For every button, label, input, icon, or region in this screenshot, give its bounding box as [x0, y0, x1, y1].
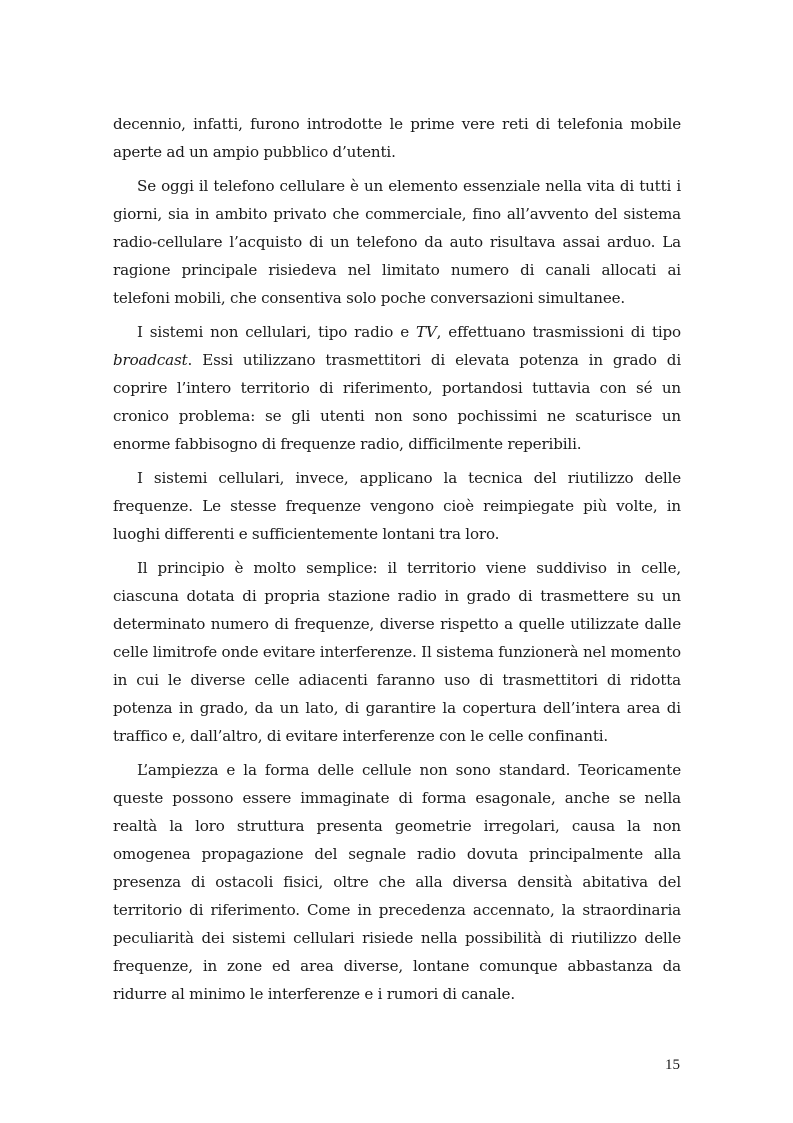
paragraph-text: . Essi utilizzano trasmettitori di elevata potenza in grado di coprire l’intero territorio di riferimento, portandosi tuttavia con sé un cronico problema: se gli utenti non sono pochissimi ne scaturisce un enorme fabbisogno di frequenze radio, difficilmente reperibili. — [113, 351, 681, 453]
paragraph-text: decennio, infatti, furono introdotte le prime vere reti di telefonia mobile aperte ad un ampio pubblico d’utenti. — [113, 115, 681, 161]
paragraph-text: I sistemi cellulari, invece, applicano la tecnica del riutilizzo delle frequenze. Le stesse frequenze vengono cioè reimpiegate più volte, in luoghi differenti e sufficientemente lontani tra loro. — [113, 469, 681, 543]
paragraph — [113, 464, 681, 548]
paragraph — [113, 172, 681, 312]
paragraph-text: , effettuano trasmissioni di tipo — [436, 323, 681, 341]
italic-term: TV — [415, 323, 437, 341]
page-body — [113, 110, 681, 1014]
page-number: 15 — [665, 1057, 680, 1073]
paragraph-text: Il principio è molto semplice: il territorio viene suddiviso in celle, ciascuna dotata di propria stazione radio in grado di trasmettere su un determinato numero di frequenze, diverse rispetto a quelle utilizzate dalle celle limitrofe onde evitare interferenze. Il sistema funzionerà nel momento in cui le diverse celle adiacenti faranno uso di trasmettitori di ridotta potenza in grado, da un lato, di garantire la copertura dell’intera area di traffico e, dall’altro, di evitare interferenze con le celle confinanti. — [113, 559, 681, 745]
italic-term: broadcast — [113, 351, 188, 369]
paragraph-text: Se oggi il telefono cellulare è un elemento essenziale nella vita di tutti i giorni, sia in ambito privato che commerciale, fino all’avvento del sistema radio-cellulare l’acquisto di un telefono da auto risultava assai arduo. La ragione principale risiedeva nel limitato numero di canali allocati ai telefoni mobili, che consentiva solo poche conversazioni simultanee. — [113, 177, 681, 307]
paragraph-text: L’ampiezza e la forma delle cellule non sono standard. Teoricamente queste possono essere immaginate di forma esagonale, anche se nella realtà la loro struttura presenta geometrie irregolari, causa la non omogenea propagazione del segnale radio dovuta principalmente alla presenza di ostacoli fisici, oltre che alla diversa densità abitativa del territorio di riferimento. Come in precedenza accennato, la straordinaria peculiarità dei sistemi cellulari risiede nella possibilità di riutilizzo delle frequenze, in zone ed area diverse, lontane comunque abbastanza da ridurre al minimo le interferenze e i rumori di canale. — [113, 761, 681, 1003]
paragraph — [113, 110, 681, 166]
paragraph — [113, 554, 681, 750]
paragraph — [113, 756, 681, 1008]
paragraph — [113, 318, 681, 458]
paragraph-text: I sistemi non cellulari, tipo radio e — [137, 323, 416, 341]
